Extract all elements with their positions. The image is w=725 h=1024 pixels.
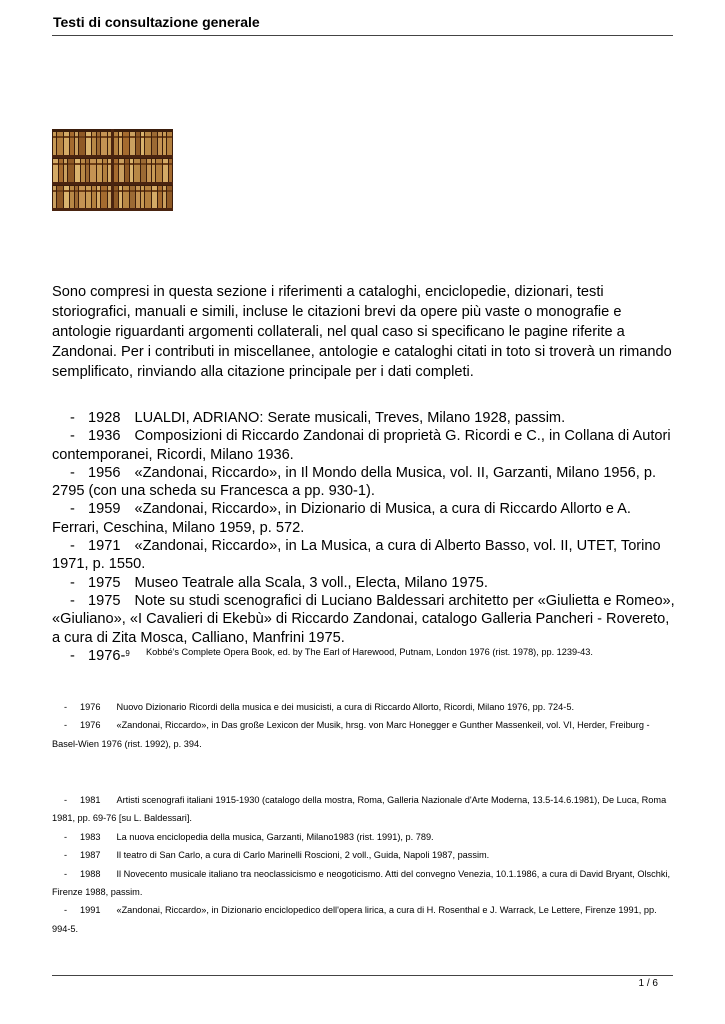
list-item: - 1971 «Zandonai, Riccardo», in La Musica, a cura di Alberto Basso, vol. II, UTET, Torino 1971, p. 1550. (52, 538, 661, 573)
reference-list-small-b (52, 791, 677, 938)
list-item: - 1959 «Zandonai, Riccardo», in Dizionario di Musica, a cura di Riccardo Allorto e A. Ferrari, Ceschina, Milano 1959, p. 572. (52, 501, 631, 536)
header-divider (52, 35, 673, 36)
list-item: - 1981 Artisti scenografi italiani 1915-1930 (catalogo della mostra, Roma, Galleria Nazionale d'Arte Moderna, 13.5-14.6.1981), De Luca, Roma 1981, pp. 69-76 [su L. Baldessari]. (52, 795, 667, 824)
list-item: - 1975 Museo Teatrale alla Scala, 3 voll., Electa, Milano 1975. (70, 574, 488, 591)
list-item: - 1983 La nuova enciclopedia della musica, Garzanti, Milano1983 (rist. 1991), p. 789. (64, 831, 434, 842)
list-item: - 1976 Nuovo Dizionario Ricordi della musica e dei musicisti, a cura di Riccardo Allorto, Ricordi, Milano 1976, pp. 724-5. (64, 702, 574, 712)
page-header-title: Testi di consultazione generale (53, 14, 260, 30)
list-item: - 1928 LUALDI, ADRIANO: Serate musicali, Treves, Milano 1928, passim. (70, 410, 566, 426)
footnote-text: Kobbé's Complete Opera Book, ed. by The Earl of Harewood, Putnam, London 1976 (rist. 1978), pp. 1239-43. (146, 646, 593, 657)
bookshelf-image (52, 129, 173, 211)
list-item: - 1991 «Zandonai, Riccardo», in Dizionario enciclopedico dell'opera lirica, a cura di H. Rosenthal e J. Warrack, Le Lettere, Firenze 1991, pp. 994-5. (52, 905, 657, 934)
footer-divider (52, 975, 673, 976)
page-number: 1 / 6 (638, 978, 658, 989)
footnote-marker: 9 (125, 648, 130, 658)
intro-paragraph: Sono compresi in questa sezione i riferimenti a cataloghi, enciclopedie, dizionari, testi storiografici, manuali e simili, incluse le citazioni brevi da opere più vaste o monografie e antologie riguardanti argomenti collaterali, nel qual caso si specificano le pagine riferite a Zandonai. Per i contributi in miscellanee, antologie e cataloghi citati in toto si troverà un rimando semplificato, rinviando alla citazione principale per i dati completi. (52, 284, 672, 380)
list-item: - 1988 Il Novecento musicale italiano tra neoclassicismo e neogoticismo. Atti del convegno Venezia, 10.1.1986, a cura di David Bryant, Olschki, Firenze 1988, passim. (52, 868, 671, 898)
list-item: - 1975 Note su studi scenografici di Luciano Baldessari architetto per «Giulietta e Romeo», «Giuliano», «I Cavalieri di Ekebù» di Riccardo Zandonai, catalogo Galleria Pancheri - Rovereto, a cura di Zita Mosca, Calliano, Manfrini 1975. (52, 592, 675, 646)
list-item-1976-footnote: - 1976-$^9$ Kobbé's Complete Opera Book, ed. by The Earl of Harewood, Putnam, London 1976 (rist. 1978), pp. 1239-43. (70, 646, 593, 664)
reference-list-small-a (52, 698, 677, 753)
list-item: - 1956 «Zandonai, Riccardo», in Il Mondo della Musica, vol. II, Garzanti, Milano 1956, p. 2795 (con una scheda su Francesca a pp. 930-1). (52, 464, 657, 500)
entry-year: 1976- (88, 647, 126, 664)
list-item: - 1936 Composizioni di Riccardo Zandonai di proprietà G. Ricordi e C., in Collana di Autori contemporanei, Ricordi, Milano 1936. (52, 428, 671, 463)
reference-list-large (52, 409, 677, 669)
list-item: - 1976 «Zandonai, Riccardo», in Das große Lexicon der Musik, hrsg. von Marc Honegger e Gunther Massenkeil, vol. VI, Herder, Freiburg - Basel-Wien 1976 (rist. 1992), p. 394. (52, 720, 650, 749)
list-item: - 1987 Il teatro di San Carlo, a cura di Carlo Marinelli Roscioni, 2 voll., Guida, Napoli 1987, passim. (64, 850, 490, 861)
